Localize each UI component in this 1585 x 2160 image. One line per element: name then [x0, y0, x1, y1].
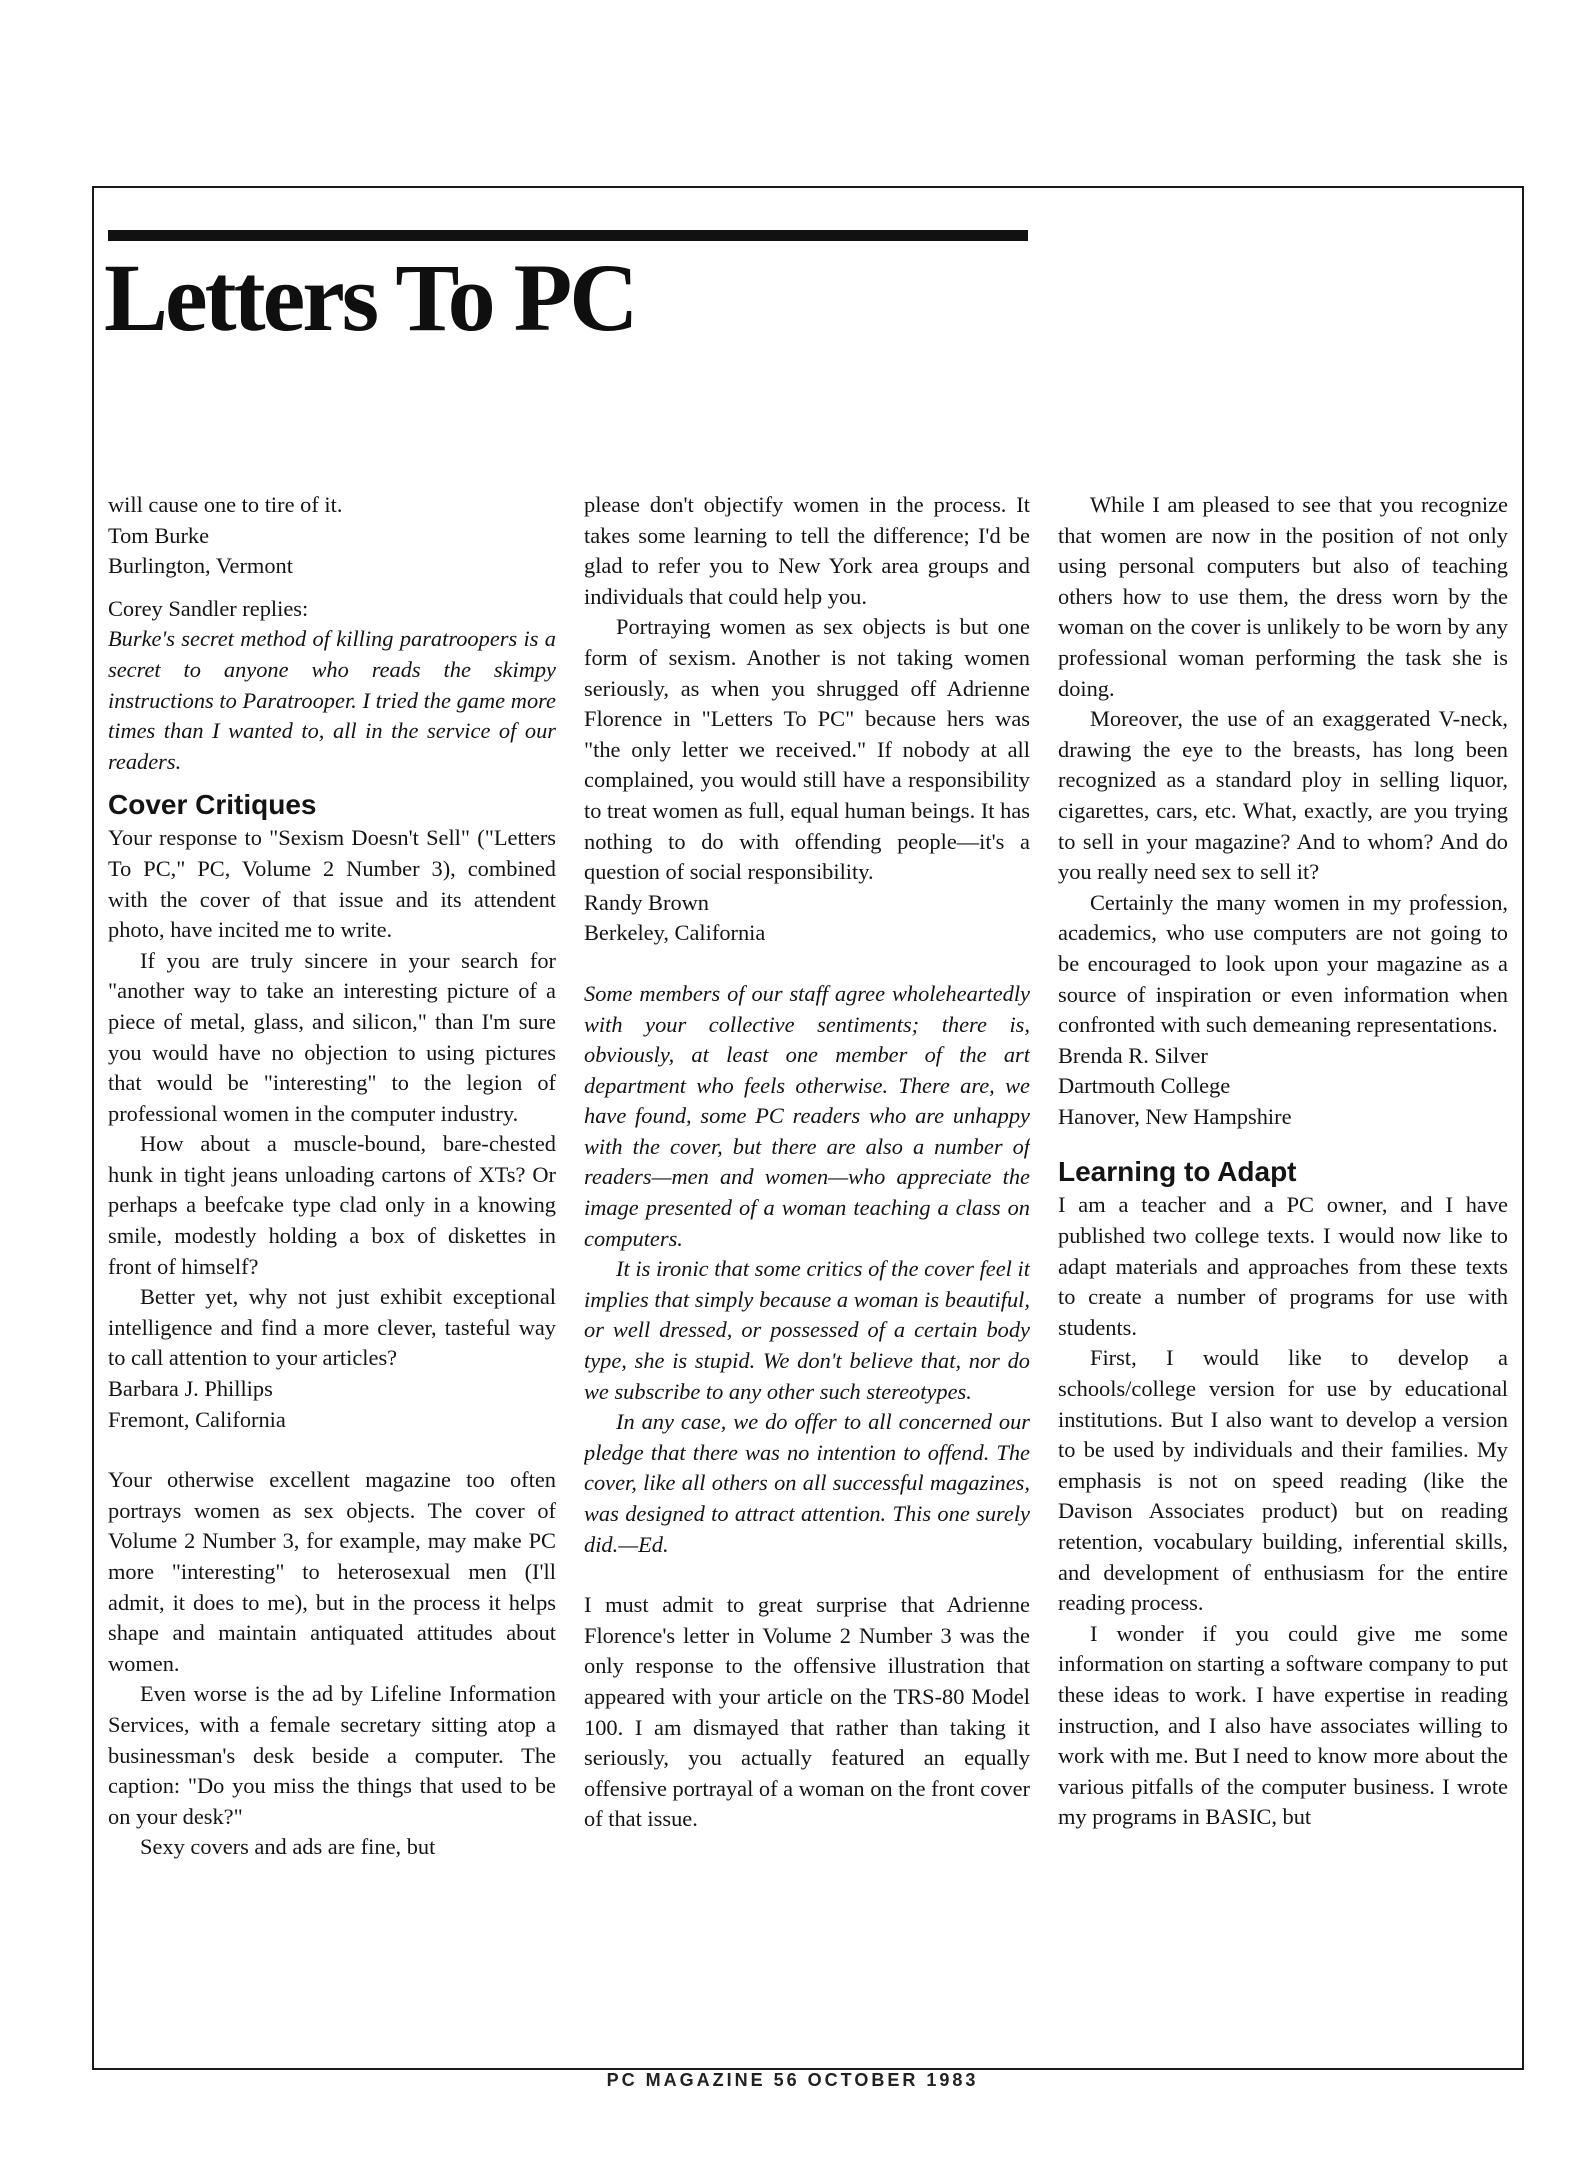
signature-org: Dartmouth College	[1058, 1073, 1231, 1099]
letter-text: First, I would like to develop a schools/college version for use by educational institutions. But I also want to develop a version to be used by individuals and their families. My emphasis is not on speed reading (like the Davison Associates product) but on reading retention, vocabulary building, inferential skills, and development of enthusiasm for the entire reading process.	[1058, 1345, 1508, 1616]
letter-text: Even worse is the ad by Lifeline Information Services, with a female secretary sitting atop a businessman's desk beside a computer. The caption: "Do you miss the things that used to be on your desk?"	[108, 1681, 556, 1829]
letter-text: Certainly the many women in my profession, academics, who use computers are not going to be encouraged to look upon your magazine as a source of inspiration or even information when confronted with such demeaning representations.	[1058, 889, 1508, 1038]
letter-text: I am a teacher and a PC owner, and I have published two college texts. I would now like to adapt materials and approaches from these texts to create a number of programs for use with students.	[1058, 1192, 1508, 1340]
editor-reply: In any case, we do offer to all concerned our pledge that there was no intention to offend. The cover, like all others on all successful magazines, was designed to attract attention. This one surely did.—Ed.	[584, 1409, 1030, 1557]
letter-text: will cause one to tire of it.	[108, 492, 343, 517]
title-rule	[108, 230, 1028, 241]
signature-place: Berkeley, California	[584, 920, 766, 946]
column-3	[1058, 490, 1508, 2060]
letter-text: Sexy covers and ads are fine, but	[140, 1834, 436, 1860]
letter-text: Moreover, the use of an exaggerated V-neck, drawing the eye to the breasts, has long been recognized as a standard ploy in selling liquor, cigarettes, cars, etc. What, exactly, are you trying to sell in your magazine? And to whom? And do you really need sex to sell it?	[1058, 706, 1508, 885]
section-heading-learning-to-adapt: Learning to Adapt	[1058, 1156, 1297, 1188]
column-1	[108, 490, 556, 2060]
letter-text: How about a muscle-bound, bare-chested hunk in tight jeans unloading cartons of XTs? Or perhaps a beefcake type clad only in a knowing smile, modestly holding a box of diskettes in front of himself?	[108, 1131, 556, 1279]
reply-label: Corey Sandler replies:	[108, 595, 309, 621]
signature-name: Randy Brown	[584, 889, 710, 915]
section-heading-cover-critiques: Cover Critiques	[108, 789, 317, 821]
page-footer: PC MAGAZINE 56 OCTOBER 1983	[606, 2070, 979, 2090]
signature-place: Fremont, California	[108, 1406, 286, 1432]
letter-text: While I am pleased to see that you recognize that women are now in the position of not only using personal computers but also of teaching others how to use them, the dress worn by the woman on the cover is unlikely to be worn by any professional woman performing the task she is doing.	[1058, 492, 1508, 701]
page-title: Letters To PC	[104, 244, 636, 351]
letter-text: Your otherwise excellent magazine too often portrays women as sex objects. The cover of Volume 2 Number 3, for example, may make PC more "interesting" to heterosexual men (I'll admit, it does to me), but in the process it helps shape and maintain antiquated attitudes about women.	[108, 1467, 556, 1676]
column-2	[584, 490, 1030, 2060]
signature-name: Barbara J. Phillips	[108, 1376, 273, 1402]
letter-text: Your response to "Sexism Doesn't Sell" ("Letters To PC," PC, Volume 2 Number 3), combined with the cover of that issue and its attendent photo, have incited me to write.	[108, 825, 556, 943]
letter-text: please don't objectify women in the process. It takes some learning to tell the difference; I'd be glad to refer you to New York area groups and individuals that could help you.	[584, 492, 1030, 609]
letter-text: Better yet, why not just exhibit exceptional intelligence and find a more clever, tasteful way to call attention to your articles?	[108, 1284, 556, 1371]
signature-place: Hanover, New Hampshire	[1058, 1103, 1292, 1129]
reply-text: Burke's secret method of killing paratroopers is a secret to anyone who reads the skimpy instructions to Paratrooper. I tried the game more times than I wanted to, all in the service of our readers.	[108, 626, 556, 774]
signature-name: Brenda R. Silver	[1058, 1042, 1208, 1068]
signature-name: Tom Burke	[108, 522, 210, 548]
signature-place: Burlington, Vermont	[108, 553, 293, 579]
letter-text: If you are truly sincere in your search for "another way to take an interesting picture of a piece of metal, glass, and silicon," than I'm sure you would have no objection to using pictures that would be "interesting" to the legion of professional women in the computer industry.	[108, 947, 556, 1126]
editor-reply: Some members of our staff agree wholeheartedly with your collective sentiments; there is, obviously, at least one member of the art department who feels otherwise. There are, we have found, some PC readers who are unhappy with the cover, but there are also a number of readers—men and women—who appreciate the image presented of a woman teaching a class on computers.	[584, 980, 1030, 1251]
letter-text: I wonder if you could give me some information on starting a software company to put these ideas to work. I have expertise in reading instruction, and I also have associates willing to work with me. But I need to know more about the various pitfalls of the computer business. I wrote my programs in BASIC, but	[1058, 1620, 1508, 1830]
letter-text: I must admit to great surprise that Adrienne Florence's letter in Volume 2 Number 3 was the only response to the offensive illustration that appeared with your article on the TRS-80 Model 100. I am dismayed that rather than taking it seriously, you actually featured an equally offensive portrayal of a woman on the front cover of that issue.	[584, 1592, 1030, 1832]
editor-reply: It is ironic that some critics of the cover feel it implies that simply because a woman is beautiful, or well dressed, or possessed of a certain body type, she is stupid. We don't believe that, nor do we subscribe to any other such stereotypes.	[584, 1256, 1030, 1404]
letter-text: Portraying women as sex objects is but one form of sexism. Another is not taking women seriously, as when you shrugged off Adrienne Florence in "Letters To PC" because hers was "the only letter we received." If nobody at all complained, you would still have a responsibility to treat women as full, equal human beings. It has nothing to do with offending people—it's a question of social responsibility.	[584, 614, 1030, 885]
